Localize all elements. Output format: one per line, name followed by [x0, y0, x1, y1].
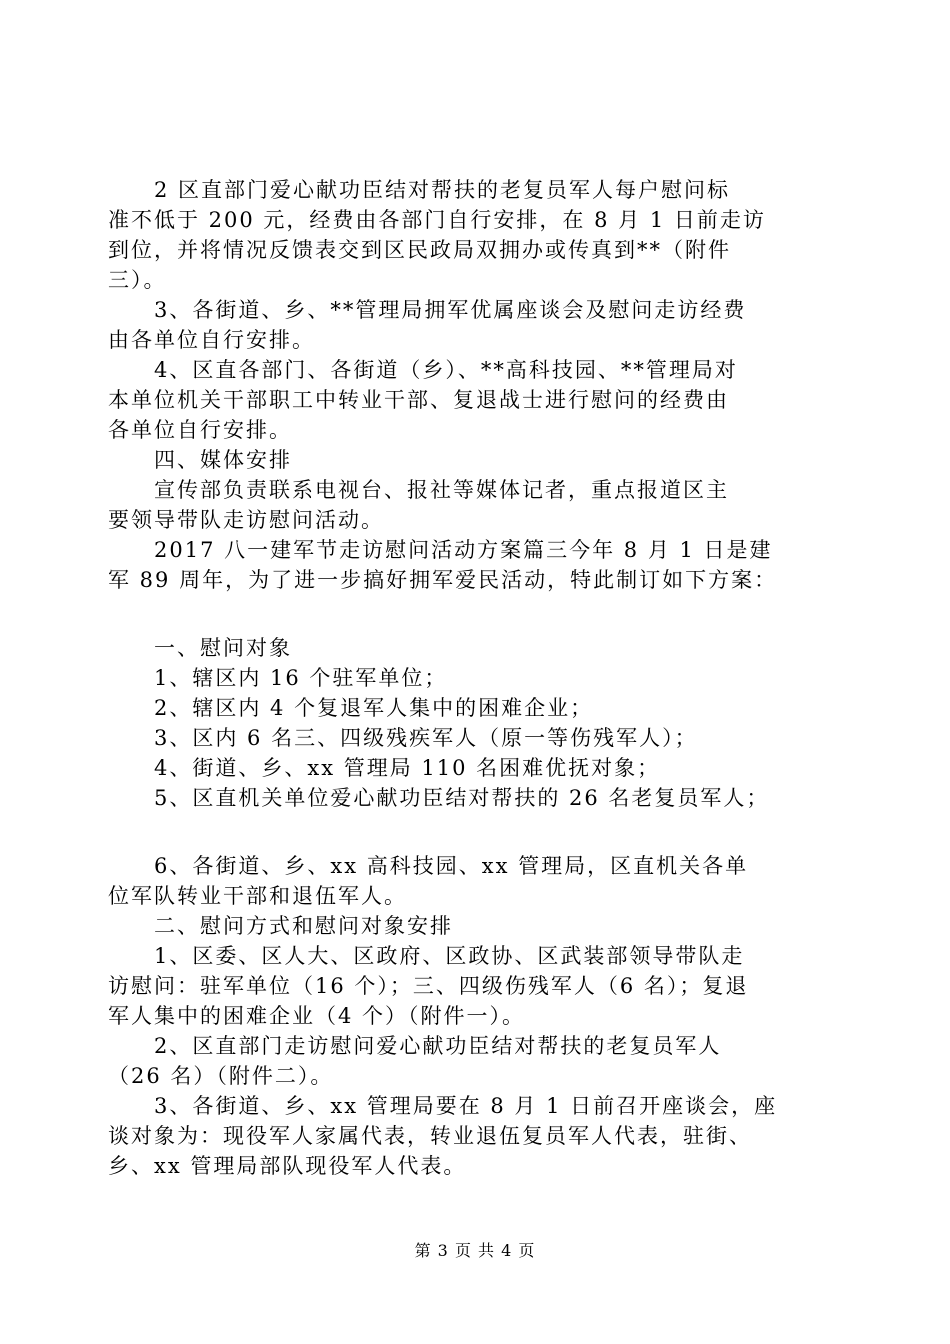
list-item: 5、区直机关单位爱心献功臣结对帮扶的 26 名老复员军人； [108, 786, 770, 810]
list-item: 1、辖区内 16 个驻军单位； [108, 666, 448, 690]
body-line: 军 89 周年，为了进一步搞好拥军爱民活动，特此制订如下方案： [108, 568, 778, 592]
body-line: 准不低于 200 元，经费由各部门自行安排，在 8 月 1 日前走访 [108, 208, 766, 232]
body-line: 宣传部负责联系电视台、报社等媒体记者，重点报道区主 [108, 478, 729, 502]
body-line: 2 区直部门爱心献功臣结对帮扶的老复员军人每户慰问标 [108, 178, 731, 202]
body-line: 要领导带队走访慰问活动。 [108, 508, 384, 532]
section-heading: 一、慰问对象 [108, 636, 292, 660]
body-line: 军人集中的困难企业（4 个）（附件一）。 [108, 1004, 526, 1028]
list-item: 6、各街道、乡、xx 高科技园、xx 管理局，区直机关各单 [108, 854, 749, 878]
body-line: 1、区委、区人大、区政府、区政协、区武装部领导带队走 [108, 944, 745, 968]
body-line: 2017 八一建军节走访慰问活动方案篇三今年 8 月 1 日是建 [108, 538, 773, 562]
body-line: 谈对象为：现役军人家属代表，转业退伍复员军人代表，驻街、 [108, 1124, 752, 1148]
body-line: 访慰问：驻军单位（16 个）；三、四级伤残军人（6 名）；复退 [108, 974, 749, 998]
list-item: 3、区内 6 名三、四级残疾军人（原一等伤残军人）； [108, 726, 698, 750]
body-line: 2、区直部门走访慰问爱心献功臣结对帮扶的老复员军人 [108, 1034, 722, 1058]
body-line: 由各单位自行安排。 [108, 328, 315, 352]
body-line: 本单位机关干部职工中转业干部、复退战士进行慰问的经费由 [108, 388, 729, 412]
body-line: 各单位自行安排。 [108, 418, 292, 442]
body-line: 位军队转业干部和退伍军人。 [108, 884, 407, 908]
body-line: 三）。 [108, 268, 167, 292]
list-item: 4、街道、乡、xx 管理局 110 名困难优抚对象； [108, 756, 661, 780]
section-heading: 二、慰问方式和慰问对象安排 [108, 914, 453, 938]
body-line: 到位，并将情况反馈表交到区民政局双拥办或传真到**（附件 [108, 238, 731, 262]
page-number: 第 3 页 共 4 页 [414, 1241, 536, 1260]
body-line: 3、各街道、乡、**管理局拥军优属座谈会及慰问走访经费 [108, 298, 747, 322]
body-line: 乡、xx 管理局部队现役军人代表。 [108, 1154, 467, 1178]
body-line: 3、各街道、乡、xx 管理局要在 8 月 1 日前召开座谈会，座 [108, 1094, 778, 1118]
section-heading: 四、媒体安排 [108, 448, 292, 472]
list-item: 2、辖区内 4 个复退军人集中的困难企业； [108, 696, 594, 720]
body-line: （26 名）（附件二）。 [108, 1064, 334, 1088]
body-line: 4、区直各部门、各街道（乡）、**高科技园、**管理局对 [108, 358, 738, 382]
